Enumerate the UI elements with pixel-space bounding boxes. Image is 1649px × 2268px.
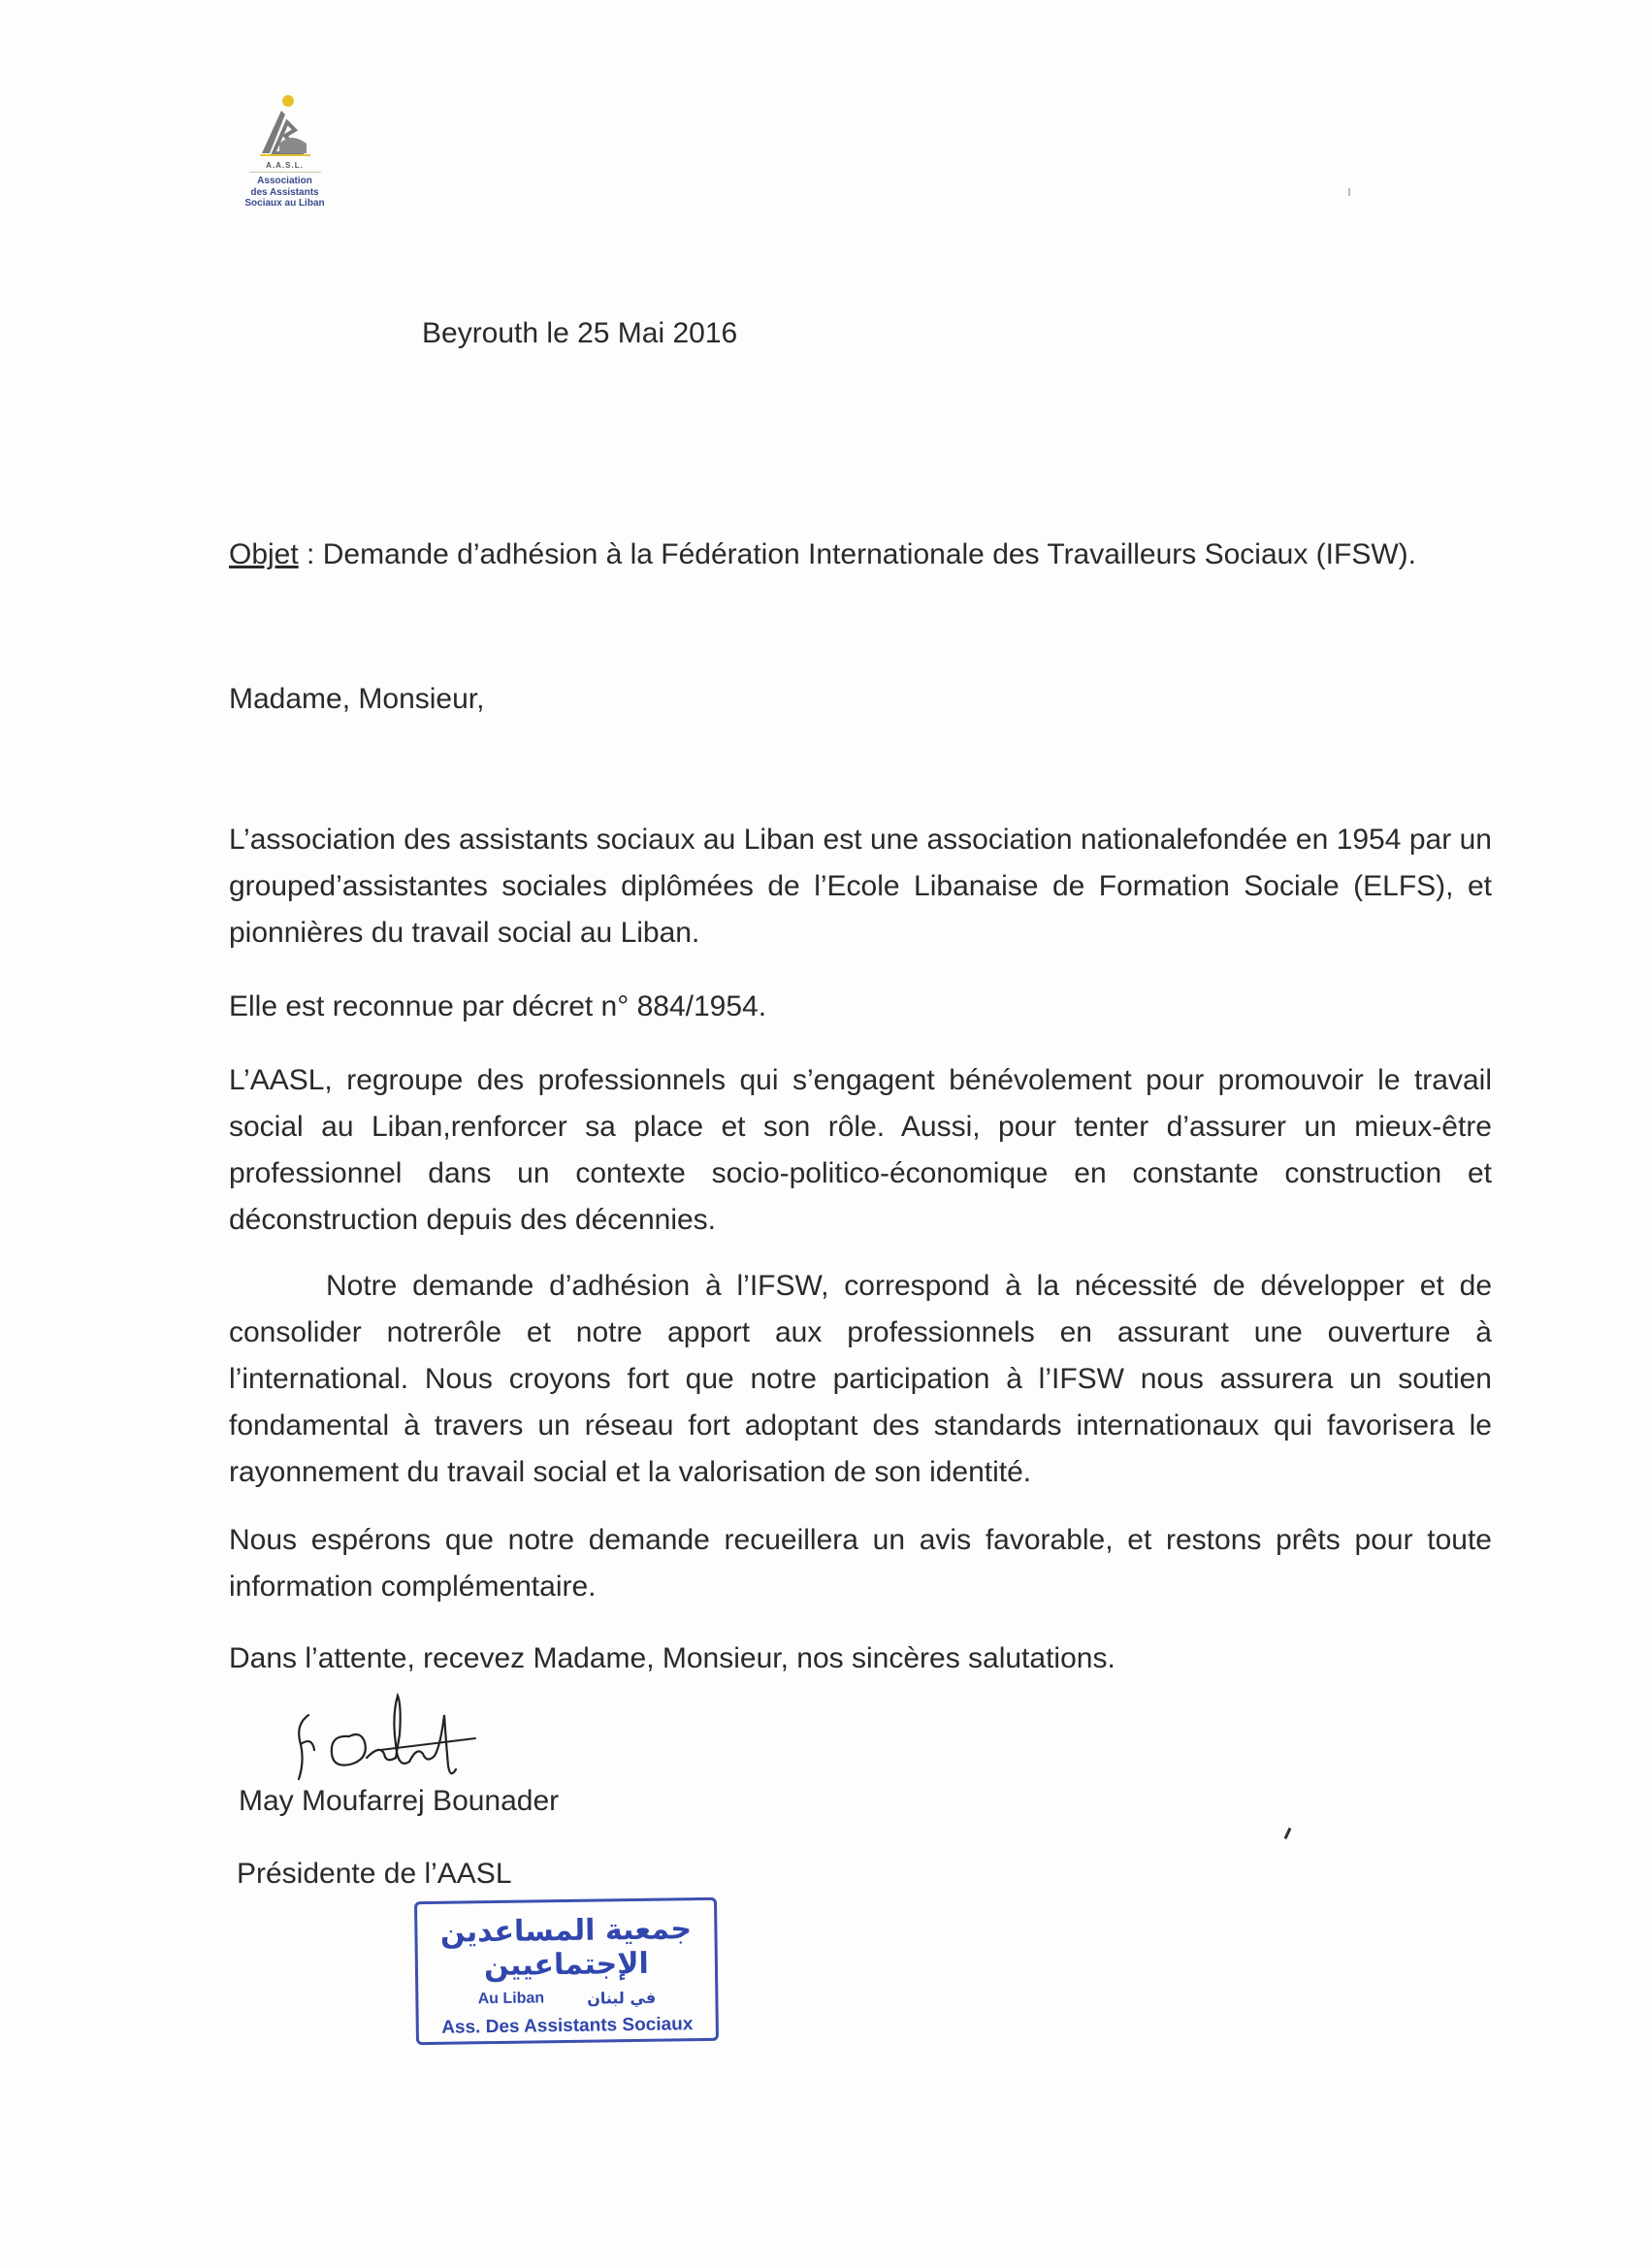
- logo-name: [229, 176, 340, 210]
- signer-name: May Moufarrej Bounader: [239, 1785, 560, 1817]
- logo-name-line: Sociaux au Liban: [244, 198, 325, 209]
- letter-subject: [229, 538, 1416, 571]
- body-paragraph: Nous espérons que notre demande recueillera un avis favorable, et restons prêts pour toute information complémentaire.: [229, 1524, 1492, 1603]
- scan-speck: [1348, 188, 1350, 196]
- logo-name-line: des Assistants: [250, 186, 319, 198]
- logo-acronym: A.A.S.L.: [249, 161, 321, 173]
- body-paragraph: L’association des assistants sociaux au Liban est une association nationalefondée en 1954 par un grouped’assistantes sociales diplômées de l’Ecole Libanaise de Formation Sociale (ELFS), et pionnières du travail social au Liban.: [229, 824, 1492, 949]
- body-paragraph: L’AASL, regroupe des professionnels qui s’engagent bénévolement pour promouvoir le travail social au Liban,renforcer sa place et son rôle. Aussi, pour tenter d’assurer un mieux-être professionnel dans un contexte socio-politico-économique en constante construction et déconstruction depuis des décennies.: [229, 1064, 1492, 1236]
- letter-date: Beyrouth le 25 Mai 2016: [422, 317, 738, 349]
- body-paragraph: Notre demande d’adhésion à l’IFSW, correspond à la nécessité de développer et de consolider notrerôle et notre apport aux professionnels en assurant une ouverture à l’international. Nous croyons fort que notre participation à l’IFSW nous assurera un soutien fondamental à travers un réseau fort adoptant des standards internationaux qui favorisera le rayonnement du travail social et la valorisation de son identité.: [229, 1270, 1492, 1488]
- stamp-name-fr: Ass. Des Assistants Sociaux: [441, 2014, 694, 2038]
- handwritten-signature: [291, 1686, 485, 1793]
- stamp-location-fr: Au Liban: [477, 1990, 545, 2008]
- subject-label: Objet: [229, 538, 299, 570]
- official-stamp: [414, 1897, 719, 2045]
- association-logo: [229, 93, 340, 239]
- ink-speck: [1284, 1828, 1292, 1839]
- stamp-location-ar: في لبنان: [586, 1988, 657, 2008]
- stamp-location-row: [418, 1988, 715, 2010]
- body-paragraph: Elle est reconnue par décret n° 884/1954.: [229, 990, 767, 1022]
- stamp-arabic-title: جمعية المساعدين الإجتماعيين: [439, 1912, 693, 1984]
- closing-paragraph: Dans l’attente, recevez Madame, Monsieur, nos sincères salutations.: [229, 1642, 1116, 1674]
- signer-title: Présidente de l’AASL: [237, 1858, 512, 1890]
- aasl-emblem-icon: [256, 93, 314, 159]
- logo-name-line: Association: [257, 176, 312, 186]
- subject-text: : Demande d’adhésion à la Fédération Internationale des Travailleurs Sociaux (IFSW).: [298, 538, 1416, 570]
- salutation: Madame, Monsieur,: [229, 683, 485, 715]
